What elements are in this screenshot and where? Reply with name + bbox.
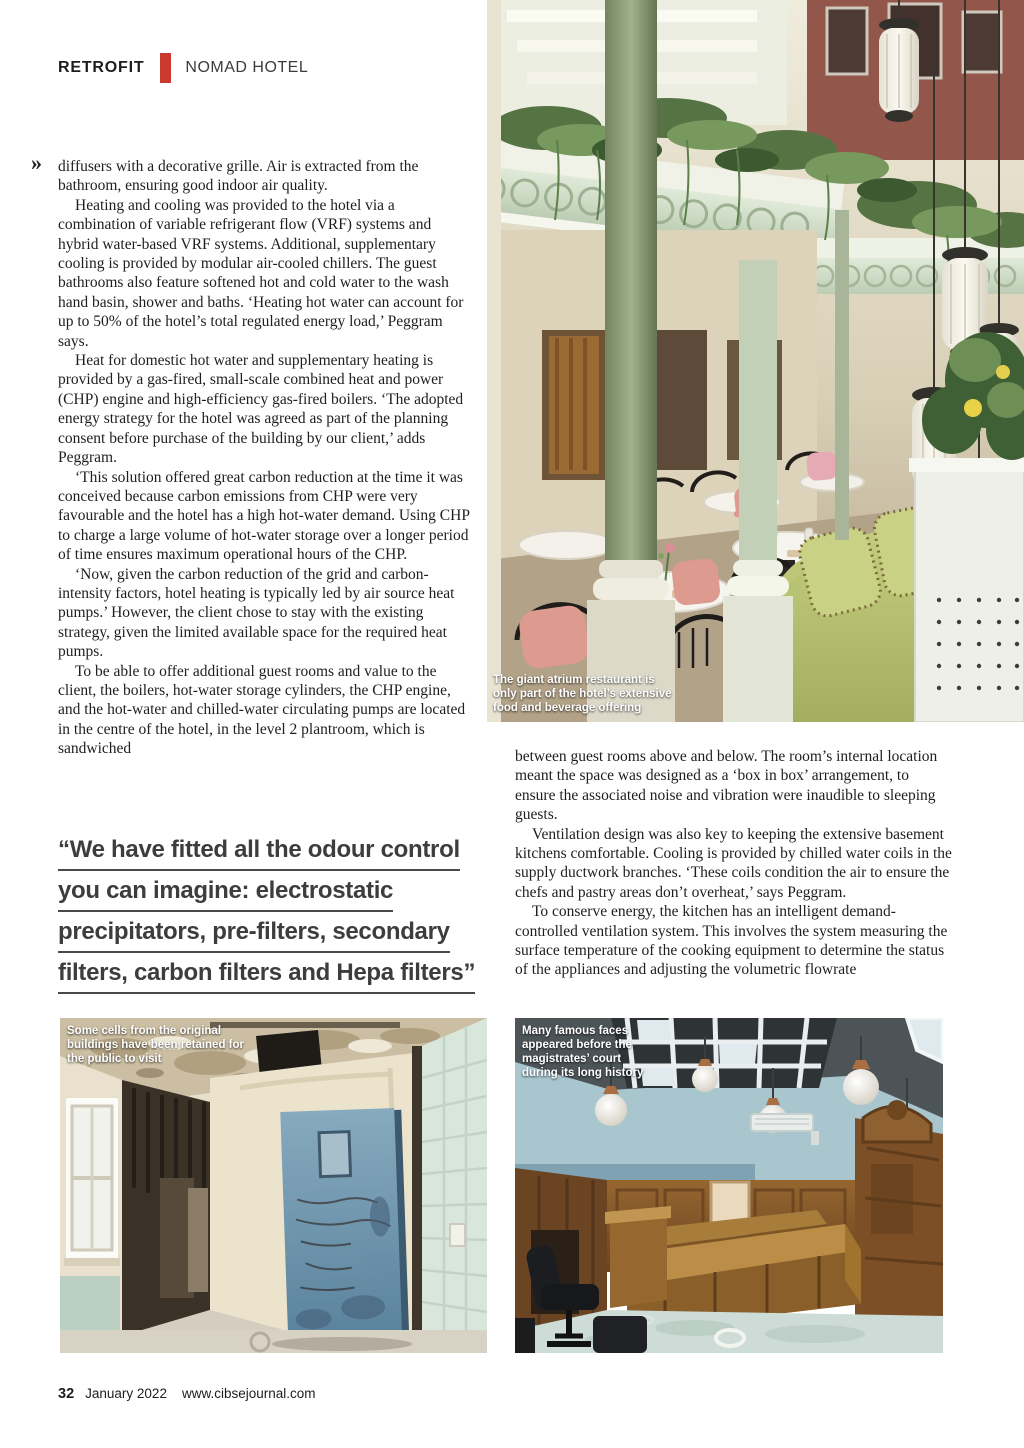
cells-photo-illustration <box>60 1018 487 1353</box>
pull-quote-line: filters, carbon filters and Hepa filters” <box>58 959 475 994</box>
body-paragraph: Heat for domestic hot water and supplementary heating is provided by a gas-fired, small-scale combined heat and power (CHP) engine and high-efficiency gas-fired boilers. ‘The adopted energy strategy for the hotel was agreed as part of the planning consent before purchase of the building by our client,’ adds Peggram. <box>58 352 464 467</box>
caption-line: the public to visit <box>67 1053 162 1065</box>
courtroom-photo-caption <box>522 1024 643 1080</box>
body-paragraph: Heating and cooling was provided to the hotel via a combination of variable refrigerant flow (VRF) systems and hybrid water-based VRF systems. Additional, supplementary cooling is provided by modular air-cooled chillers. The guest bathrooms also feature softened hot and cold water to the wash hand basin, shower and baths. ‘Heating hot water can account for up to 50% of the hotel’s total regulated energy load,’ Peggram says. <box>58 196 464 350</box>
body-paragraph: To be able to offer additional guest rooms and value to the client, the boilers, hot-water storage cylinders, the CHP engine, and the hot-water and chilled-water circulating pumps are located in the centre of the hotel, in the level 2 plantroom, which is sandwiched <box>58 662 466 758</box>
caption-line: buildings have been retained for <box>67 1039 245 1051</box>
body-paragraph: ‘Now, given the carbon reduction of the grid and carbon-intensity factors, hotel heating is typically led by air source heat pumps.’ However, the client chose to stay with the existing strategy, given the limited available space for the required heat pumps. <box>58 565 455 661</box>
body-paragraph: Ventilation design was also key to keeping the extensive basement kitchens comfortable. Cooling is provided by chilled water coils in the supply ductwork branches. ‘These coils condition the air to ensure the chefs and pastry areas don’t overheat,’ says Peggram. <box>515 825 952 901</box>
atrium-photo-illustration <box>487 0 1024 722</box>
caption-line: Some cells from the original <box>67 1025 222 1037</box>
atrium-photo <box>487 0 1024 722</box>
cells-photo <box>60 1018 487 1353</box>
caption-line: only part of the hotel’s extensive <box>493 688 672 700</box>
pull-quote-line: “We have fitted all the odour control <box>58 836 460 871</box>
atrium-photo-caption <box>493 673 672 715</box>
pull-quote-line: you can imagine: electrostatic <box>58 877 393 912</box>
issue-date: January 2022 <box>85 1386 167 1401</box>
page-footer <box>58 1386 316 1402</box>
caption-line: appeared before the <box>522 1039 632 1051</box>
body-paragraph: To conserve energy, the kitchen has an intelligent demand-controlled ventilation system. This involves the system measuring the surface temperature of the cooking equipment to determine the status of the appliances and adjusting the volumetric flowrate <box>515 903 948 979</box>
body-paragraph: between guest rooms above and below. The room’s internal location meant the space was designed as a ‘box in box’ arrangement, to ensure the associated noise and vibration were inaudible to sleeping guests. <box>515 748 938 824</box>
continuation-chevron-icon: » <box>31 150 42 175</box>
journal-website: www.cibsejournal.com <box>181 1386 316 1401</box>
left-text-column <box>58 157 472 759</box>
pull-quote <box>58 836 498 1000</box>
caption-line: Many famous faces <box>522 1025 629 1037</box>
caption-line: during its long history <box>522 1067 644 1079</box>
pull-quote-line: precipitators, pre-filters, secondary <box>58 918 450 953</box>
body-paragraph: ‘This solution offered great carbon reduction at the time it was conceived because carbon emissions from CHP were very favourable and the hotel has a high hot-water demand. Using CHP to charge a large volume of hot-water storage over a longer period of time ensures maximum operational hours of the CHP. <box>58 468 470 564</box>
right-text-column <box>515 747 953 980</box>
caption-line: The giant atrium restaurant is <box>493 674 655 686</box>
cells-photo-caption <box>67 1024 244 1066</box>
article-title: NOMAD HOTEL <box>185 59 309 76</box>
caption-line: food and beverage offering <box>493 702 642 714</box>
caption-line: magistrates’ court <box>522 1053 622 1065</box>
red-divider-bar <box>160 53 171 83</box>
courtroom-photo <box>515 1018 943 1353</box>
body-paragraph: diffusers with a decorative grille. Air is extracted from the bathroom, ensuring good indoor air quality. <box>58 158 419 195</box>
section-header <box>58 53 308 83</box>
section-kicker: RETROFIT <box>58 59 145 76</box>
page-number: 32 <box>58 1386 75 1402</box>
